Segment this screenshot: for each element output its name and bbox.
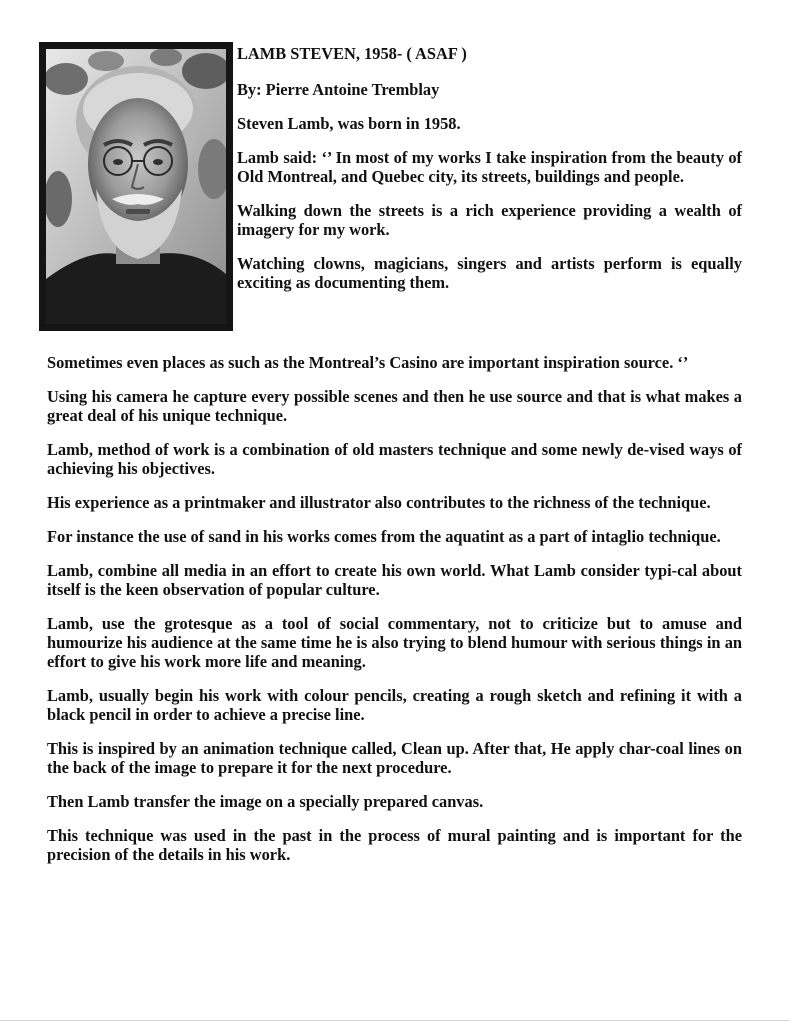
body-paragraph: Using his camera he capture every possible scenes and then he use source and that is what makes a great deal of his unique technique. (47, 387, 742, 425)
article-title: LAMB STEVEN, 1958- ( ASAF ) (237, 44, 467, 63)
intro-paragraph: Walking down the streets is a rich experience providing a wealth of imagery for my work. (237, 201, 742, 239)
body-paragraph: Then Lamb transfer the image on a specially prepared canvas. (47, 792, 484, 811)
body-paragraph: This technique was used in the past in the process of mural painting and is important for the precision of the details in his work. (47, 826, 742, 864)
page-bottom-divider (0, 1020, 790, 1021)
intro-text-block (237, 44, 742, 307)
body-paragraph: Lamb, method of work is a combination of old masters technique and some newly de-vised ways of achieving his objectives. (47, 440, 742, 478)
body-paragraph: For instance the use of sand in his works comes from the aquatint as a part of intaglio technique. (47, 527, 721, 546)
intro-paragraph: Steven Lamb, was born in 1958. (237, 114, 461, 133)
intro-paragraph: Lamb said: ‘’ In most of my works I take inspiration from the beauty of Old Montreal, and Quebec city, its streets, buildings and people. (237, 148, 742, 186)
intro-paragraph: Watching clowns, magicians, singers and artists perform is equally exciting as documenting them. (237, 254, 742, 292)
body-paragraph: Lamb, usually begin his work with colour pencils, creating a rough sketch and refining it with a black pencil in order to achieve a precise line. (47, 686, 742, 724)
body-paragraph: Lamb, use the grotesque as a tool of social commentary, not to criticize but to amuse and humourize his audience at the same time he is also trying to blend humour with serious things in an effort to give his work more life and meaning. (47, 614, 742, 671)
article-byline: By: Pierre Antoine Tremblay (237, 80, 440, 99)
body-paragraph: Lamb, combine all media in an effort to create his own world. What Lamb consider typi-cal about itself is the keen observation of popular culture. (47, 561, 742, 599)
body-paragraph: This is inspired by an animation technique called, Clean up. After that, He apply char-coal lines on the back of the image to prepare it for the next procedure. (47, 739, 742, 777)
artist-portrait-photo (39, 42, 233, 331)
body-paragraph: Sometimes even places as such as the Montreal’s Casino are important inspiration source. ‘’ (47, 353, 689, 372)
body-text-block (47, 353, 742, 879)
body-paragraph: His experience as a printmaker and illustrator also contributes to the richness of the technique. (47, 493, 711, 512)
portrait-image (46, 49, 226, 324)
